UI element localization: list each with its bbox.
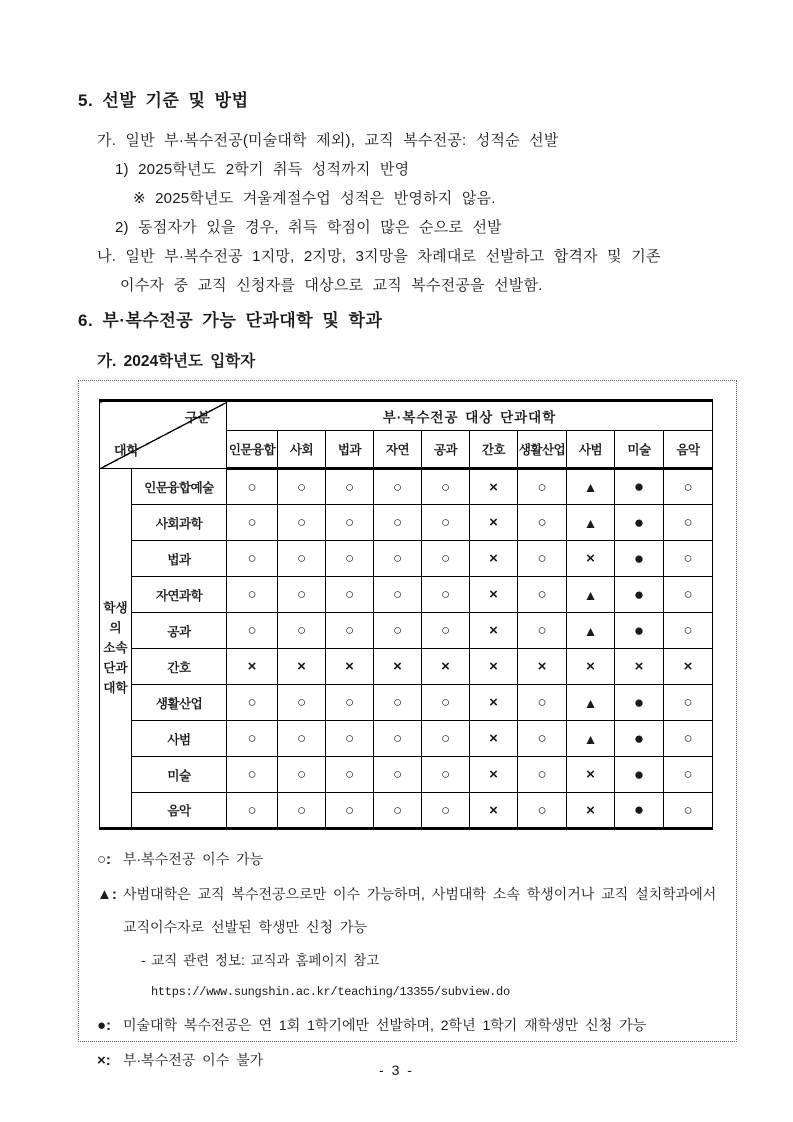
availability-cell: ×: [567, 793, 615, 829]
availability-cell: ×: [470, 757, 518, 793]
availability-cell: ○: [278, 721, 326, 757]
availability-cell: ×: [470, 793, 518, 829]
availability-cell: ○: [227, 721, 278, 757]
availability-cell: ×: [470, 613, 518, 649]
availability-cell: ×: [278, 649, 326, 685]
availability-cell: ○: [422, 541, 470, 577]
availability-cell: ○: [422, 577, 470, 613]
availability-cell: ○: [227, 685, 278, 721]
column-header-2: 사회: [278, 431, 326, 469]
availability-cell: ○: [518, 757, 567, 793]
page-number: - 3 -: [379, 1062, 414, 1078]
row-group-label-line: 학생의: [103, 601, 128, 635]
availability-cell: ○: [518, 793, 567, 829]
availability-cell: ○: [227, 757, 278, 793]
availability-cell: ×: [470, 649, 518, 685]
section6-heading: 6. 부·복수전공 가능 단과대학 및 학과: [78, 311, 383, 330]
table-row: [100, 577, 713, 613]
availability-cell: ○: [227, 505, 278, 541]
column-header-10: 음악: [664, 431, 713, 469]
availability-cell: ×: [470, 541, 518, 577]
availability-cell: ○: [422, 505, 470, 541]
availability-cell: ▲: [567, 469, 615, 505]
availability-cell: ×: [664, 649, 713, 685]
availability-cell: ○: [664, 541, 713, 577]
column-header-9: 미술: [615, 431, 664, 469]
row-group-label: [100, 469, 132, 829]
column-header-6: 간호: [470, 431, 518, 469]
section6-subheading: 가. 2024학년도 입학자: [97, 353, 256, 370]
availability-cell: ○: [374, 541, 422, 577]
availability-cell: ×: [470, 721, 518, 757]
availability-cell: ▲: [567, 685, 615, 721]
availability-cell: ○: [518, 721, 567, 757]
section5-line: 2) 동점자가 있을 경우, 취득 학점이 많은 순으로 선발: [115, 219, 502, 236]
availability-cell: ○: [326, 505, 374, 541]
availability-cell: ○: [422, 757, 470, 793]
row-label: 간호: [132, 649, 227, 685]
availability-cell: ×: [422, 649, 470, 685]
table-row: [100, 541, 713, 577]
availability-cell: ○: [422, 469, 470, 505]
row-label: 법과: [132, 541, 227, 577]
row-label: 사회과학: [132, 505, 227, 541]
availability-cell: ○: [227, 613, 278, 649]
availability-cell: ×: [227, 649, 278, 685]
availability-cell: ○: [664, 685, 713, 721]
availability-cell: ○: [326, 541, 374, 577]
major-availability-panel: [78, 380, 737, 1069]
availability-cell: ●: [615, 793, 664, 829]
availability-cell: ○: [326, 793, 374, 829]
section5-line: 가. 일반 부·복수전공(미술대학 제외), 교직 복수전공: 성적순 선발: [97, 132, 559, 149]
column-header-5: 공과: [422, 431, 470, 469]
availability-cell: ▲: [567, 505, 615, 541]
legend-item: [97, 843, 724, 876]
corner-label-gubun: 구분: [184, 410, 210, 425]
availability-cell: ×: [470, 469, 518, 505]
section-6: [78, 306, 745, 371]
availability-cell: ○: [664, 613, 713, 649]
row-group-label-line: 소속: [103, 641, 128, 655]
availability-cell: ○: [227, 469, 278, 505]
availability-cell: ○: [374, 613, 422, 649]
table-row: [100, 469, 713, 505]
availability-cell: ○: [326, 757, 374, 793]
availability-cell: ●: [615, 757, 664, 793]
corner-label-daehak: 대학: [114, 443, 140, 458]
availability-cell: ○: [278, 577, 326, 613]
availability-cell: ○: [374, 721, 422, 757]
availability-cell: ○: [518, 613, 567, 649]
table-row: [100, 613, 713, 649]
table-row: [100, 685, 713, 721]
teaching-info-url[interactable]: https://www.sungshin.ac.kr/teaching/13355/subview.do: [151, 985, 510, 999]
availability-cell: ○: [518, 685, 567, 721]
availability-cell: ×: [470, 577, 518, 613]
availability-cell: ○: [278, 541, 326, 577]
table-row: [100, 721, 713, 757]
availability-cell: ×: [326, 649, 374, 685]
major-availability-table: [99, 399, 713, 830]
availability-cell: ●: [615, 613, 664, 649]
column-header-3: 법과: [326, 431, 374, 469]
row-label: 자연과학: [132, 577, 227, 613]
availability-cell: ○: [227, 577, 278, 613]
availability-cell: ○: [518, 505, 567, 541]
availability-cell: ○: [326, 577, 374, 613]
availability-cell: ○: [278, 613, 326, 649]
availability-cell: ○: [227, 793, 278, 829]
availability-cell: ○: [278, 793, 326, 829]
availability-cell: ○: [664, 469, 713, 505]
availability-cell: ○: [326, 685, 374, 721]
availability-cell: ○: [518, 469, 567, 505]
availability-cell: ×: [615, 649, 664, 685]
legend-text: 미술대학 복수전공은 연 1회 1학기에만 선발하며, 2학년 1학기 재학생만 신청 가능: [123, 1017, 647, 1033]
availability-cell: ○: [374, 469, 422, 505]
availability-cell: ○: [422, 721, 470, 757]
section5-body: [78, 126, 745, 300]
availability-cell: ×: [374, 649, 422, 685]
availability-cell: ○: [278, 757, 326, 793]
legend-symbol: ▲:: [97, 886, 117, 903]
availability-cell: ○: [374, 685, 422, 721]
availability-cell: ○: [326, 721, 374, 757]
legend-symbol: ●:: [97, 1017, 112, 1034]
availability-cell: ●: [615, 469, 664, 505]
row-label: 사범: [132, 721, 227, 757]
availability-cell: ●: [615, 721, 664, 757]
legend-text: 사범대학은 교직 복수전공으로만 이수 가능하며, 사범대학 소속 학생이거나 교직 설치학과에서 교직이수자로 선발된 학생만 신청 가능: [123, 886, 717, 935]
legend-item: [97, 1009, 724, 1042]
table-corner-cell: [100, 401, 227, 469]
availability-cell: ○: [664, 793, 713, 829]
availability-cell: ●: [615, 685, 664, 721]
availability-cell: ●: [615, 541, 664, 577]
row-label: 생활산업: [132, 685, 227, 721]
row-group-label-line: 대학: [103, 681, 128, 695]
availability-cell: ×: [470, 505, 518, 541]
availability-cell: ▲: [567, 721, 615, 757]
availability-cell: ×: [470, 685, 518, 721]
section5-line: 나. 일반 부·복수전공 1지망, 2지망, 3지망을 차례대로 선발하고 합격자 및 기존: [97, 248, 661, 265]
availability-cell: ▲: [567, 613, 615, 649]
availability-cell: ○: [374, 577, 422, 613]
row-label: 공과: [132, 613, 227, 649]
availability-cell: ○: [326, 613, 374, 649]
section5-line: ※ 2025학년도 겨울계절수업 성적은 반영하지 않음.: [133, 190, 496, 207]
availability-cell: ○: [422, 685, 470, 721]
availability-cell: ○: [422, 793, 470, 829]
legend: [97, 843, 724, 1079]
table-row: [100, 505, 713, 541]
row-label: 미술: [132, 757, 227, 793]
availability-cell: ○: [278, 469, 326, 505]
availability-cell: ○: [374, 757, 422, 793]
legend-symbol: ×:: [97, 1052, 111, 1069]
legend-symbol: ○:: [97, 851, 112, 868]
availability-cell: ○: [326, 469, 374, 505]
availability-cell: ○: [374, 793, 422, 829]
availability-cell: ●: [615, 577, 664, 613]
legend-subnote: [97, 946, 724, 1007]
section5-line: 1) 2025학년도 2학기 취득 성적까지 반영: [115, 161, 410, 178]
availability-cell: ○: [518, 541, 567, 577]
table-row: [100, 649, 713, 685]
row-label: 음악: [132, 793, 227, 829]
availability-cell: ○: [374, 505, 422, 541]
row-label: 인문융합예술: [132, 469, 227, 505]
availability-cell: ○: [422, 613, 470, 649]
availability-cell: ○: [664, 577, 713, 613]
availability-cell: ×: [567, 757, 615, 793]
availability-cell: ×: [567, 649, 615, 685]
availability-cell: ×: [567, 541, 615, 577]
table-row: [100, 757, 713, 793]
availability-cell: ○: [278, 685, 326, 721]
table-row: [100, 793, 713, 829]
legend-text: 부·복수전공 이수 가능: [123, 851, 264, 867]
availability-cell: ●: [615, 505, 664, 541]
availability-cell: ×: [518, 649, 567, 685]
section-5: [78, 86, 745, 300]
column-header-7: 생활산업: [518, 431, 567, 469]
availability-cell: ▲: [567, 577, 615, 613]
row-group-label-line: 단과: [103, 661, 128, 675]
availability-cell: ○: [278, 505, 326, 541]
availability-cell: ○: [664, 721, 713, 757]
column-header-4: 자연: [374, 431, 422, 469]
legend-item: [97, 878, 724, 944]
availability-cell: ○: [664, 505, 713, 541]
availability-cell: ○: [227, 541, 278, 577]
legend-text: 부·복수전공 이수 불가: [123, 1052, 264, 1068]
availability-cell: ○: [518, 577, 567, 613]
section5-heading: 5. 선발 기준 및 방법: [78, 91, 249, 110]
column-header-1: 인문융합: [227, 431, 278, 469]
availability-cell: ○: [664, 757, 713, 793]
legend-subnote-label: - 교직 관련 정보: 교직과 홈페이지 참고: [141, 953, 380, 968]
table-span-header: 부·복수전공 대상 단과대학: [227, 401, 713, 431]
column-header-8: 사범: [567, 431, 615, 469]
section5-line: 이수자 중 교직 신청자를 대상으로 교직 복수전공을 선발함.: [120, 277, 543, 294]
